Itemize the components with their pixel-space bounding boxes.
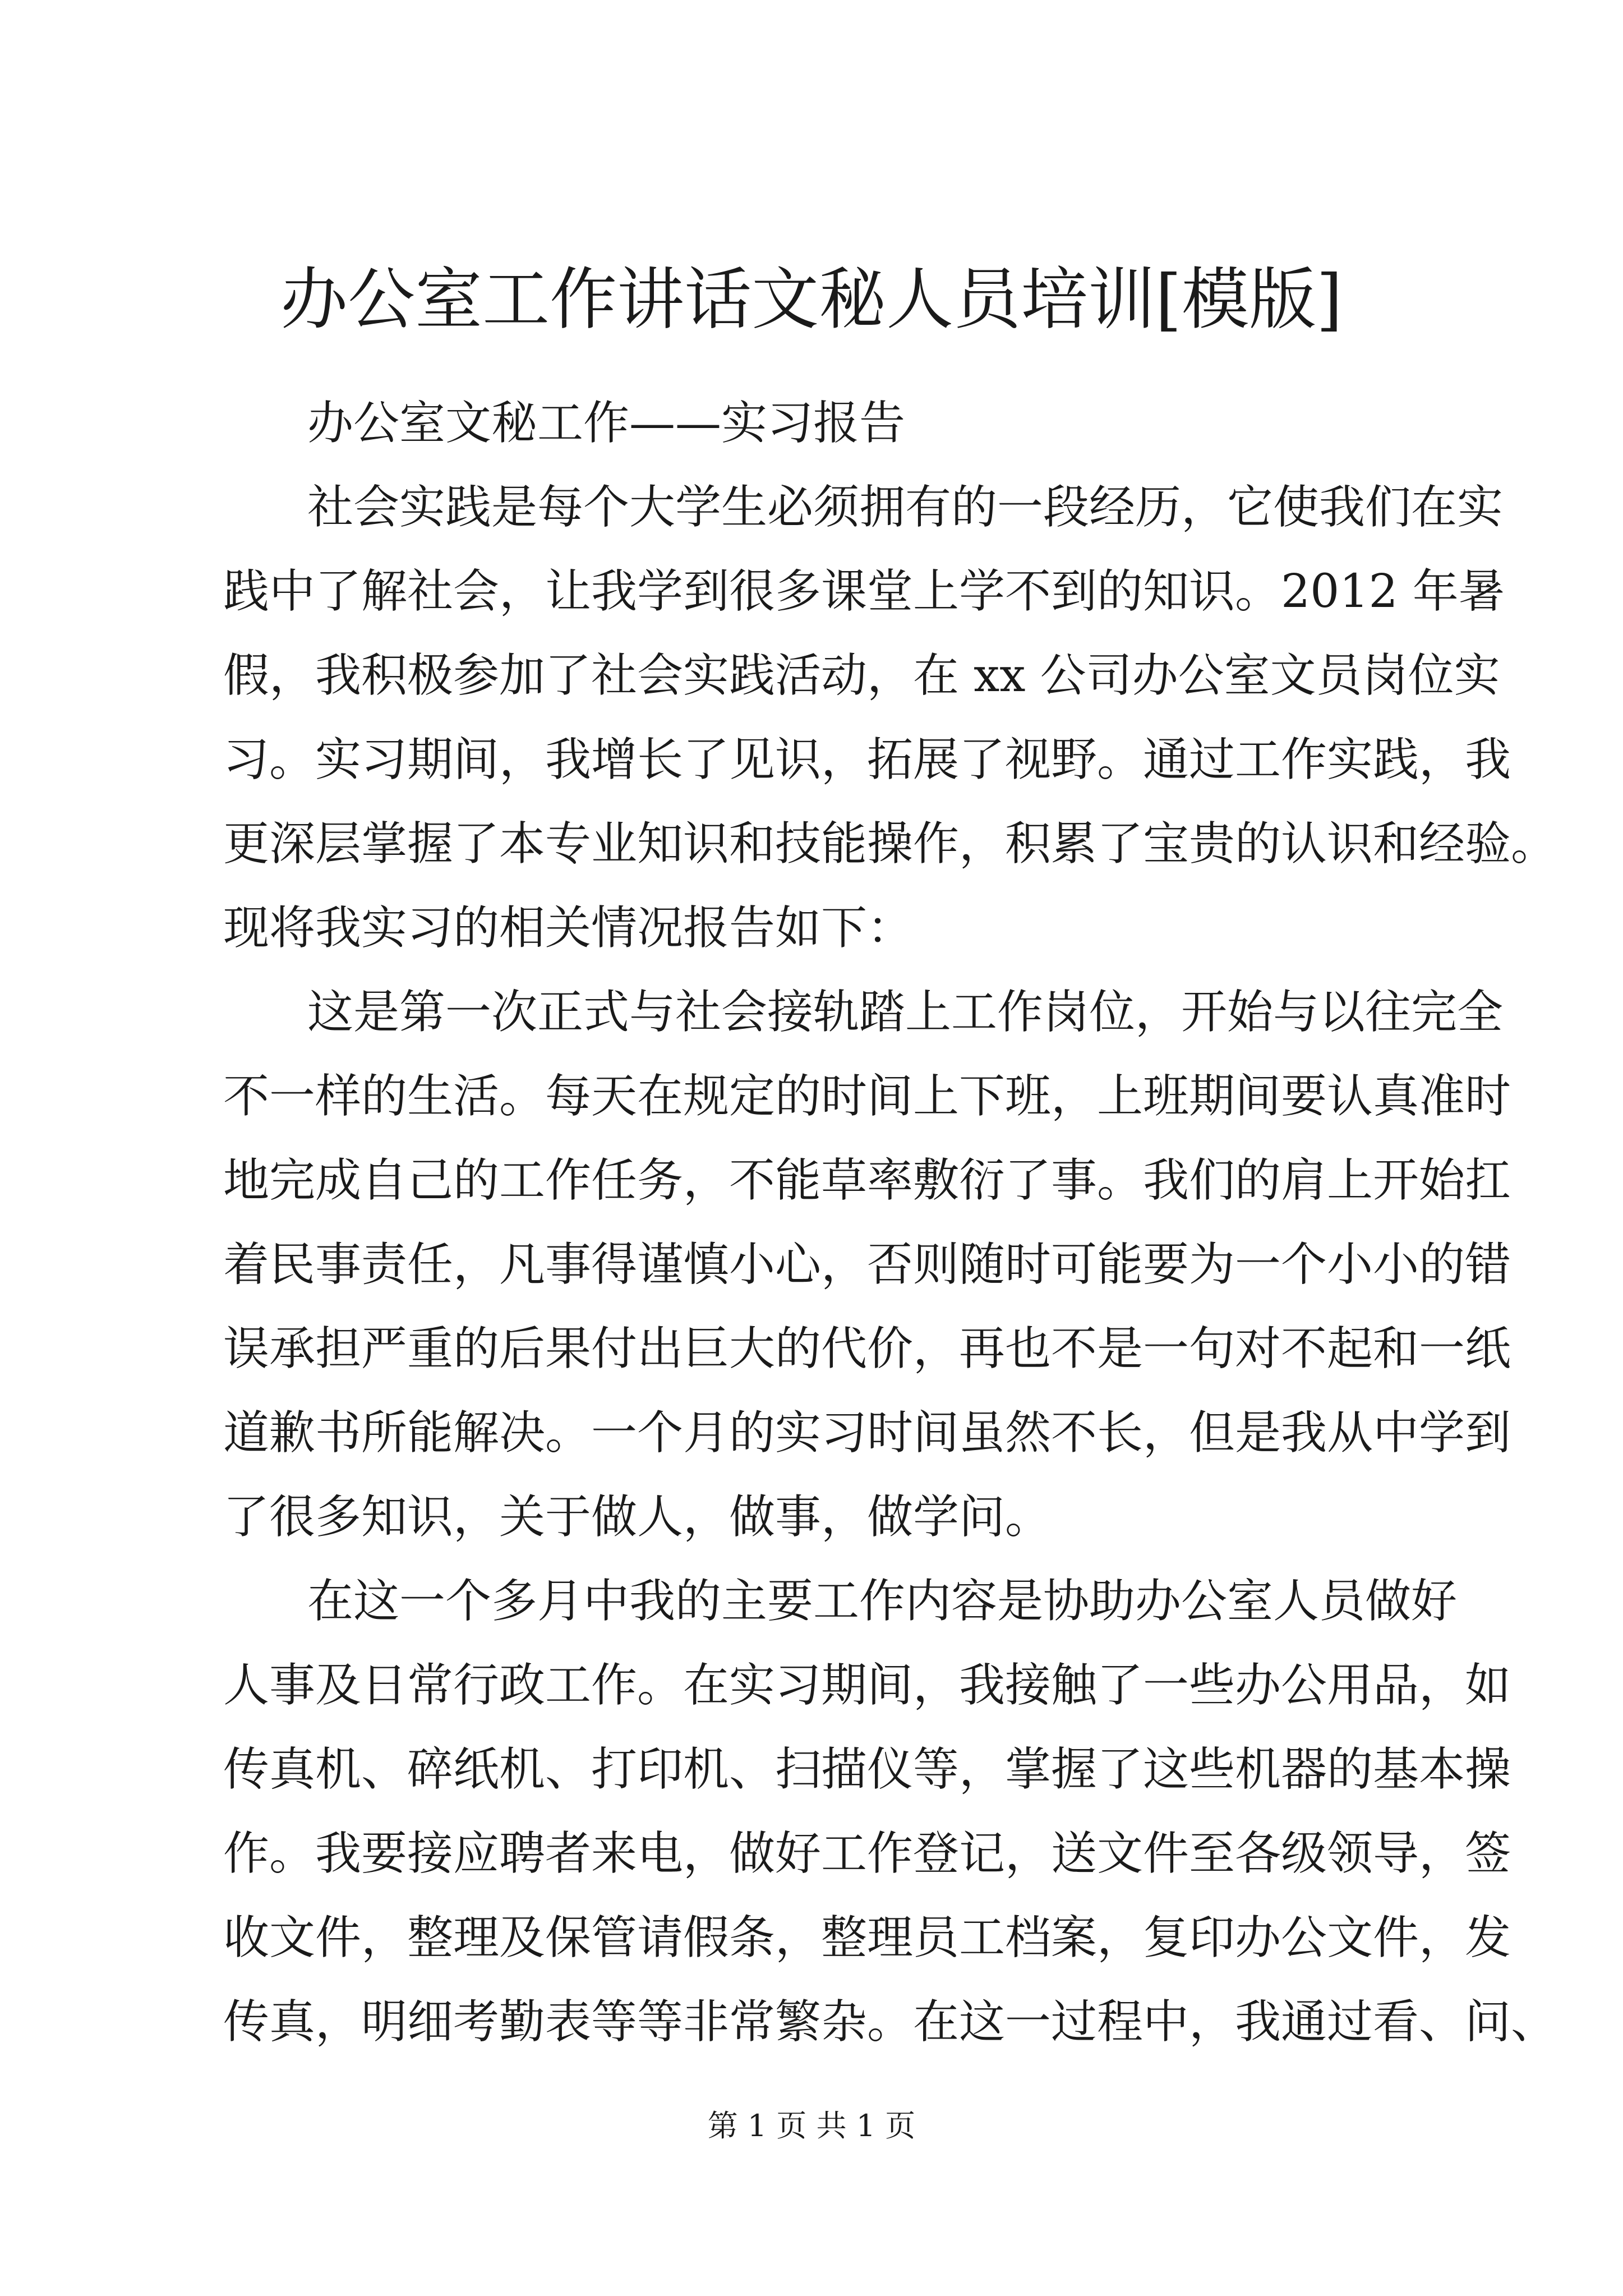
document-title: 办公室工作讲话文秘人员培训[模版]	[280, 261, 1343, 339]
paragraph-line: 假，我积极参加了社会实践活动，在 xx 公司办公室文员岗位实	[223, 649, 1500, 702]
paragraph-line: 地完成自己的工作任务，不能草率敷衍了事。我们的肩上开始扛	[223, 1154, 1511, 1207]
paragraph-line: 社会实践是每个大学生必须拥有的一段经历，它使我们在实	[307, 481, 1504, 534]
paragraph-line: 了很多知识，关于做人，做事，做学问。	[223, 1490, 1052, 1544]
page-number: 第 1 页 共 1 页	[707, 2108, 916, 2143]
paragraph-line: 传真机、碎纸机、打印机、扫描仪等，掌握了这些机器的基本操	[223, 1743, 1511, 1796]
paragraph-line: 习。实习期间，我增长了见识，拓展了视野。通过工作实践，我	[223, 733, 1511, 786]
paragraph-line: 这是第一次正式与社会接轨踏上工作岗位，开始与以往完全	[307, 986, 1504, 1039]
paragraph-line: 收文件，整理及保管请假条，整理员工档案，复印办公文件，发	[223, 1911, 1511, 1964]
paragraph-line: 更深层掌握了本专业知识和技能操作，积累了宝贵的认识和经验。	[223, 817, 1557, 871]
paragraph-line: 传真，明细考勤表等等非常繁杂。在这一过程中，我通过看、问、	[223, 1995, 1557, 2049]
paragraph-line: 在这一个多月中我的主要工作内容是协助办公室人员做好	[307, 1575, 1458, 1628]
paragraph-line: 作。我要接应聘者来电，做好工作登记，送文件至各级领导，签	[223, 1827, 1511, 1880]
paragraph-line: 道歉书所能解决。一个月的实习时间虽然不长，但是我从中学到	[223, 1406, 1511, 1460]
document-subtitle: 办公室文秘工作——实习报告	[307, 397, 906, 450]
paragraph-line: 人事及日常行政工作。在实习期间，我接触了一些办公用品，如	[223, 1659, 1511, 1712]
paragraph-line: 误承担严重的后果付出巨大的代价，再也不是一句对不起和一纸	[223, 1322, 1511, 1375]
paragraph-line: 践中了解社会，让我学到很多课堂上学不到的知识。2012 年暑	[223, 565, 1505, 618]
paragraph-line: 不一样的生活。每天在规定的时间上下班，上班期间要认真准时	[223, 1070, 1511, 1123]
paragraph-line: 着民事责任，凡事得谨慎小心，否则随时可能要为一个小小的错	[223, 1238, 1511, 1291]
paragraph-line: 现将我实习的相关情况报告如下：	[223, 901, 914, 955]
